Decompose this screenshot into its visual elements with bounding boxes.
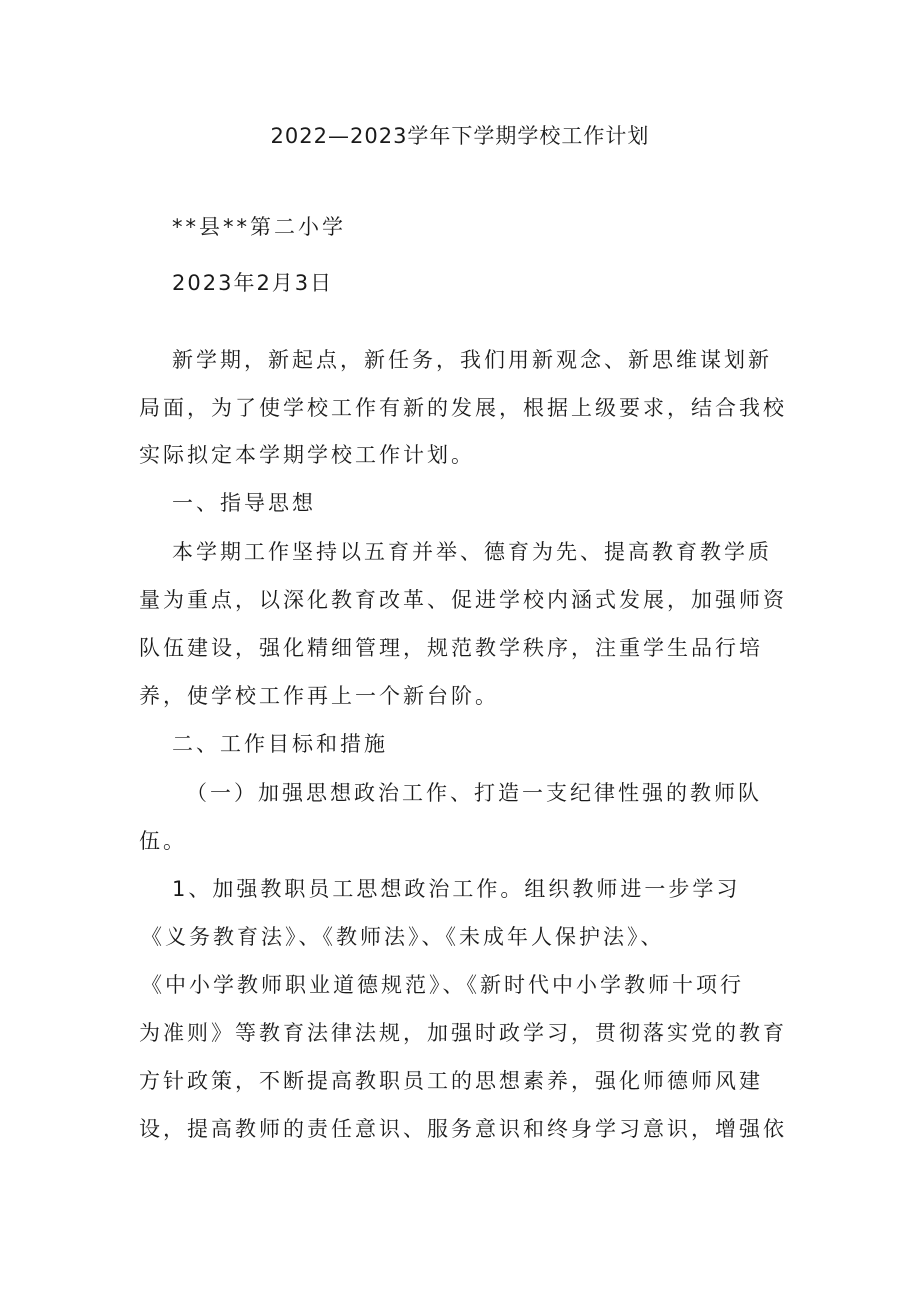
- section-heading: 一、指导思想: [172, 491, 316, 515]
- paragraph-line: 本学期工作坚持以五育并举、德育为先、提高教育教学质: [172, 540, 772, 564]
- paragraph-line: 为准则》等教育法律法规，加强时政学习，贯彻落实党的教育: [139, 1021, 787, 1045]
- section-heading: 二、工作目标和措施: [172, 732, 388, 756]
- subsection-heading: （一）加强思想政治工作、打造一支纪律性强的教师队: [186, 781, 762, 805]
- paragraph-line: 方针政策，不断提高教职员工的思想素养，强化师德师风建: [139, 1069, 763, 1093]
- paragraph-line: 设，提高教师的责任意识、服务意识和终身学习意识，增强依: [139, 1117, 787, 1141]
- paragraph-line: 《义务教育法》、《教师法》、《未成年人保护法》、: [141, 925, 665, 949]
- paragraph-line: 队伍建设，强化精细管理，规范教学秩序，注重学生品行培: [139, 636, 763, 660]
- paragraph-line: 1、加强教职员工思想政治工作。组织教师进一步学习: [172, 877, 741, 901]
- author-line: **县**第二小学: [172, 215, 346, 239]
- paragraph-line: 伍。: [139, 829, 187, 853]
- date-line: 2023年2月3日: [172, 271, 334, 295]
- paragraph-line: 实际拟定本学期学校工作计划。: [139, 443, 475, 467]
- paragraph-line: 局面，为了使学校工作有新的发展，根据上级要求，结合我校: [139, 396, 787, 420]
- paragraph-line: 量为重点，以深化教育改革、促进学校内涵式发展，加强师资: [139, 588, 787, 612]
- paragraph-line: 《中小学教师职业道德规范》、《新时代中小学教师十项行: [141, 973, 744, 997]
- paragraph-line: 新学期，新起点，新任务，我们用新观念、新思维谋划新: [172, 348, 772, 372]
- paragraph-line: 养，使学校工作再上一个新台阶。: [139, 684, 499, 708]
- document-title: 2022—2023学年下学期学校工作计划: [270, 124, 650, 148]
